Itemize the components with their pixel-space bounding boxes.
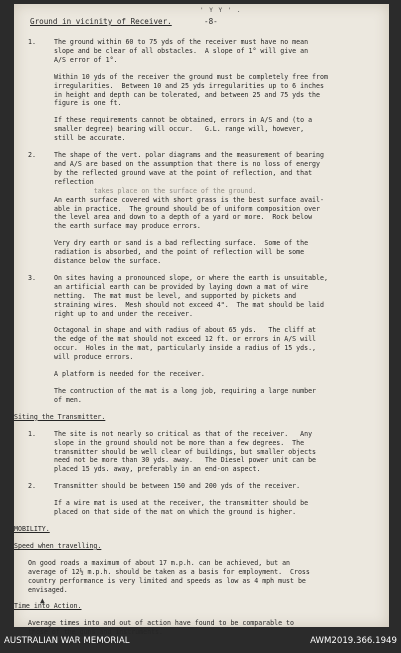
- document-body: [14, 38, 389, 637]
- document-page: [14, 4, 389, 637]
- paragraph-3d: The contruction of the mat is a long job, requiring a large number of men.: [54, 387, 317, 404]
- heading-mobility: MOBILITY.: [14, 524, 50, 533]
- page-number: -8-: [204, 17, 218, 26]
- paragraph-3c: A platform is needed for the receiver.: [54, 370, 205, 379]
- paragraph-3: 3. On sites having a pronounced slope, or where the earth is unsuitable, an artificial earth can be provided by laying down a mat of wire netting. The mat must be level, and supported by pickets and straining wires. Mesh should not exceed 4". The mat should be laid right up to and under the receiver.: [28, 273, 328, 318]
- paragraph-1c: If these requirements cannot be obtained, errors in A/S and (to a smaller degree) bearing will occur. G.L. range will, however, still be accurate.: [54, 116, 313, 143]
- section-title: Ground in vicinity of Receiver.: [30, 17, 172, 26]
- archive-name: AUSTRALIAN WAR MEMORIAL: [4, 636, 130, 646]
- heading-speed-travelling: Speed when travelling.: [14, 541, 102, 550]
- transmitter-note: If a wire mat is used at the receiver, the transmitter should be placed on that side of the mat on which the ground is higher.: [54, 499, 309, 517]
- archive-footer: [0, 628, 401, 653]
- speed-paragraph: On good roads a maximum of about 17 m.p.h. can be achieved, but an average of 12½ m.p.h. should be taken as a basis for employment. Cross country performance is very limited and speeds as low as 4 mph must be envisaged.: [28, 558, 310, 594]
- transmitter-paragraph-2: 2. Transmitter should be between 150 and 200 yds of the receiver.: [28, 482, 301, 491]
- paragraph-1: 1. The ground within 60 to 75 yds of the receiver must have no mean slope and be clear of all obstacles. A slope of 1° will give an A/S error of 1°.: [28, 38, 309, 64]
- paragraph-1b: Within 10 yds of the receiver the ground must be completely free from irregularities. Between 10 and 25 yds irregularities up to 6 inches in height and depth can be tolerated, and between 25 and 75 yds the figure is one ft.: [54, 72, 328, 108]
- top-stamp-mark: ' Y Y ' .: [200, 7, 242, 14]
- heading-siting-transmitter: Siting the Transmitter.: [14, 412, 106, 421]
- action-paragraph: Average times into and out of action have found to be comparable to those of the guns and instruments.: [28, 619, 294, 637]
- paragraph-3b: Octagonal in shape and with radius of about 65 yds. The cliff at the edge of the mat should not exceed 12 ft. or errors in A/S will occur. Holes in the mat, particularly inside a radius of 15 yds., will produce errors.: [54, 326, 317, 362]
- archive-reference: AWM2019.366.1949: [310, 636, 397, 646]
- heading-time-into-action: Time into Action.: [14, 602, 82, 611]
- paragraph-2: 2. The shape of the vert. polar diagrams and the measurement of bearing and A/S are based on the assumption that there is no loss of energy by the reflected ground wave at the point of reflection, and that reflection takes place on the surface of the ground. An earth surface covered with short grass is the best surface avail- able in practice. The ground should be of uniform composition over the level area and down to a depth of a yard or more. Rock below the earth surface may produce errors.: [28, 151, 324, 231]
- transmitter-paragraph-1: 1. The site is not nearly so critical as that of the receiver. Any slope in the ground should not be more than a few degrees. The transmitter should be well clear of buildings, but smaller objects need not be more than 30 yds. away. The Diesel power unit can be placed 15 yds. away, preferably in an end-on aspect.: [28, 429, 317, 474]
- paragraph-2b: Very dry earth or sand is a bad reflecting surface. Some of the radiation is absorbed, and the point of reflection will be some distance below the surface.: [54, 239, 309, 266]
- bullet-mark-icon: ▲: [40, 596, 45, 605]
